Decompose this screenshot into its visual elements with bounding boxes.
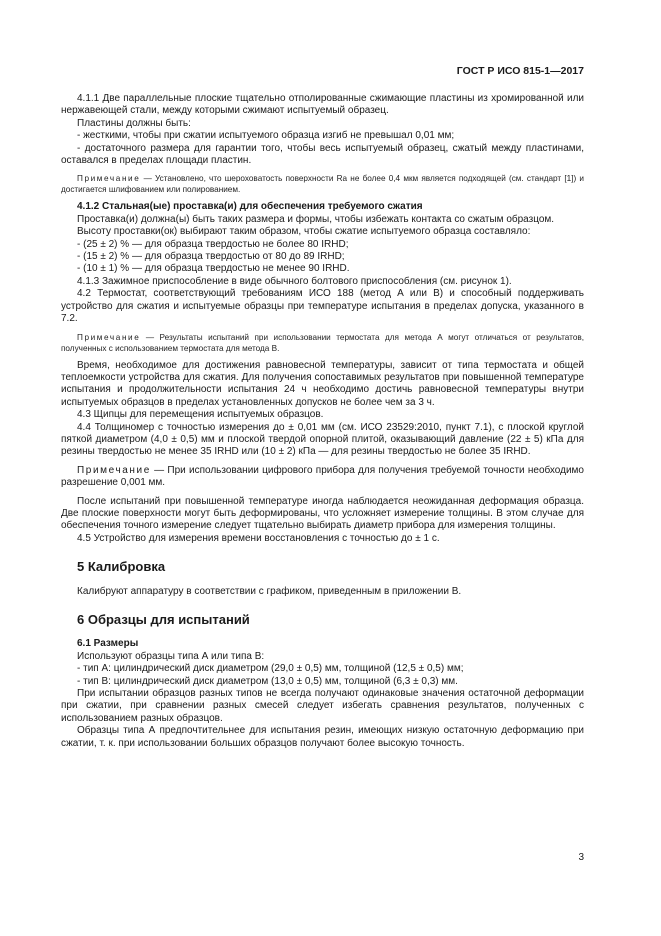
paragraph: Калибруют аппаратуру в соответствии с графиком, приведенным в приложении В. bbox=[77, 585, 462, 597]
note-2 bbox=[61, 332, 584, 354]
document-header: ГОСТ Р ИСО 815-1—2017 bbox=[456, 65, 584, 77]
paragraph-4-1-1: 4.1.1 Две параллельные плоские тщательно отполированные сжимающие пластины из хромированной или нержавеющей стали, между которыми сжимают испытуемый образец. bbox=[61, 93, 584, 117]
note-label: Примечание bbox=[77, 332, 141, 342]
paragraph: При испытании образцов разных типов не всегда получают одинаковые значения остаточной деформации при сжатии, при сравнении разных смесей следует избегать сравнения результатов, полученных с использованием разных образцов. bbox=[61, 688, 584, 724]
paragraph: Образцы типа А предпочтительнее для испытания резин, имеющих низкую остаточную деформацию при сжатии, т. к. при использовании больших образцов получают более высокую точность. bbox=[61, 725, 584, 749]
paragraph-4-3: 4.3 Щипцы для перемещения испытуемых образцов. bbox=[77, 409, 324, 421]
section-heading-4-1-2: 4.1.2 Стальная(ые) проставка(и) для обеспечения требуемого сжатия bbox=[77, 201, 423, 213]
page-number: 3 bbox=[578, 852, 584, 863]
paragraph: Используют образцы типа А или типа В: bbox=[77, 650, 265, 662]
list-item: - тип А: цилиндрический диск диаметром (29,0 ± 0,5) мм, толщиной (12,5 ± 0,5) мм; bbox=[77, 663, 464, 675]
paragraph-4-2: 4.2 Термостат, соответствующий требованиям ИСО 188 (метод А или В) и способный поддерживать устройство для сжатия и испытуемые образцы при температуре испытания в пределах допуска, указанного в 7.2. bbox=[61, 288, 584, 325]
document-body bbox=[61, 93, 584, 750]
list-item: - (25 ± 2) % — для образца твердостью не более 80 IRHD; bbox=[77, 238, 349, 250]
note-label: Примечание bbox=[77, 174, 141, 184]
paragraph-4-5: 4.5 Устройство для измерения времени восстановления с точностью до ± 1 с. bbox=[77, 532, 440, 544]
note-text: — Установлено, что шероховатость поверхности Ra не более 0,4 мкм является подходящей (см. стандарт [1]) и достигается шлифованием или полированием. bbox=[61, 174, 584, 195]
section-heading-5: 5 Калибровка bbox=[77, 559, 166, 575]
section-heading-6: 6 Образцы для испытаний bbox=[77, 612, 250, 627]
list-item: - жесткими, чтобы при сжатии испытуемого образца изгиб не превышал 0,01 мм; bbox=[77, 130, 455, 142]
paragraph-4-4: 4.4 Толщиномер с точностью измерения до ± 0,01 мм (см. ИСО 23529:2010, пункт 7.1), с плоской круглой пяткой диаметром (4,0 ± 0,5) мм и плоской твердой опорной плитой, оказывающий давление (22 ± 5) кПа для резины твердостью не менее 35 IRHD или (10 ± 2) кПа — для резины твердостью не более 35 IRHD. bbox=[61, 421, 584, 458]
paragraph: Проставка(и) должна(ы) быть таких размера и формы, чтобы избежать контакта со сжатым образцом. bbox=[77, 213, 555, 225]
section-heading-6-1: 6.1 Размеры bbox=[77, 638, 139, 650]
list-item: - тип В: цилиндрический диск диаметром (13,0 ± 0,5) мм, толщиной (6,3 ± 0,3) мм. bbox=[77, 675, 458, 687]
list-item: - (10 ± 1) % — для образца твердостью не менее 90 IRHD. bbox=[77, 263, 350, 275]
paragraph: Пластины должны быть: bbox=[77, 117, 191, 129]
note-3 bbox=[61, 465, 584, 490]
paragraph: Высоту проставки(ок) выбирают таким образом, чтобы сжатие испытуемого образца составляло: bbox=[77, 226, 531, 238]
paragraph: После испытаний при повышенной температуре иногда наблюдается неожиданная деформация образца. Две плоские поверхности могут быть деформированы, что усложняет измерение толщины. В этом случае для обеспечения точного измерение следует тщательно выбирать диаметр прибора для измерения толщины. bbox=[61, 495, 584, 532]
note-text: — Результаты испытаний при использовании термостата для метода А могут отличаться от результатов, полученных с использованием термостата для метода В. bbox=[61, 332, 584, 353]
paragraph: Время, необходимое для достижения равновесной температуры, зависит от типа термостата и общей теплоемкости устройства для сжатия. Для получения сопоставимых результатов при повышенной температуре испытания и продолжительности испытания 24 ч необходимо достичь равновесной температуры внутри испытуемых образцов в пределах установленных допусков не более чем за 3 ч. bbox=[61, 359, 584, 408]
list-item: - (15 ± 2) % — для образца твердостью от 80 до 89 IRHD; bbox=[77, 251, 345, 263]
paragraph-4-1-3: 4.1.3 Зажимное приспособление в виде обычного болтового приспособления (см. рисунок 1). bbox=[77, 275, 512, 287]
note-text: — При использовании цифрового прибора для получения требуемой точности необходимо разрешение 0,001 мм. bbox=[61, 464, 584, 489]
list-item: - достаточного размера для гарантии того, чтобы весь испытуемый образец, сжатый между пластинами, оставался в пределах площади пластин. bbox=[61, 142, 584, 167]
note-label: Примечание bbox=[77, 464, 151, 476]
note-1 bbox=[61, 173, 584, 195]
